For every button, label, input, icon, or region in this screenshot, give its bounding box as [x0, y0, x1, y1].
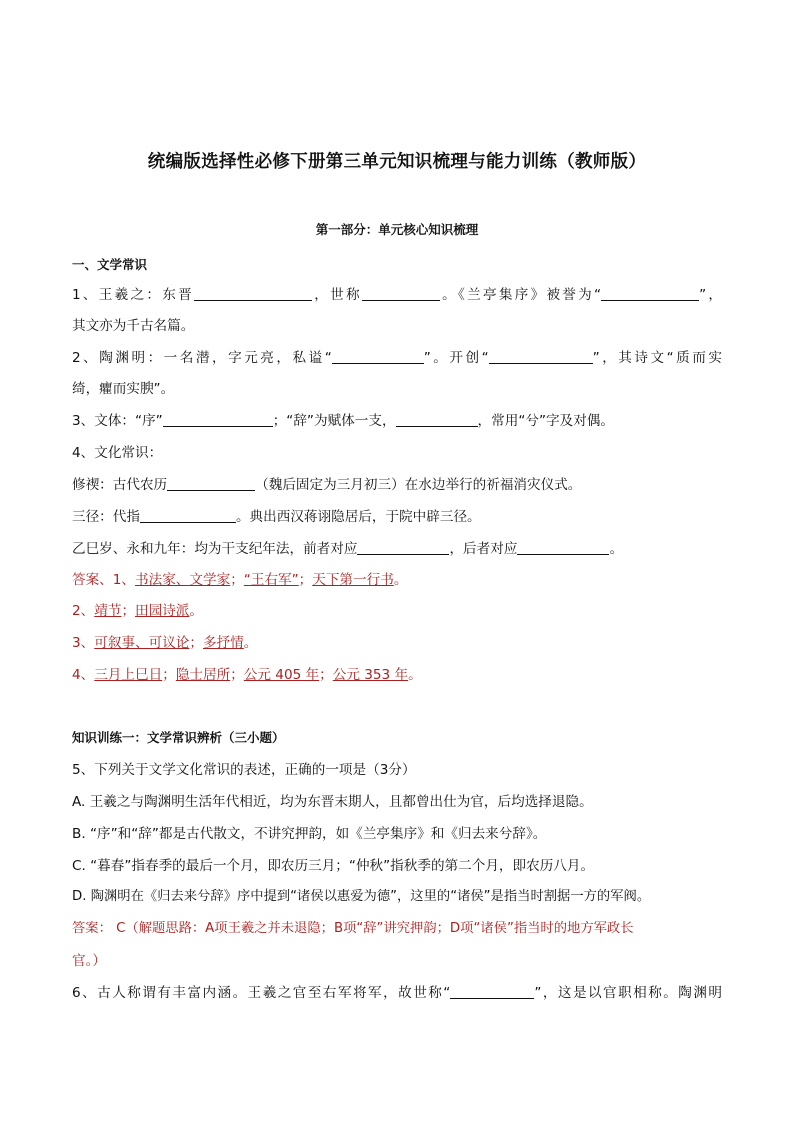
- q5-stem: 5、下列关于文学文化常识的表述，正确的一项是（3分）: [72, 762, 416, 778]
- blank-field[interactable]: [140, 508, 236, 523]
- part1-heading: 第一部分：单元核心知识梳理: [315, 222, 479, 237]
- q4-sanjing: 三径：代指 。典出西汉蒋诩隐居后，于院中辟三径。: [72, 509, 481, 525]
- answer-line-1: 答案、1、书法家、文学家；“王右军”；天下第一行书。: [72, 572, 408, 588]
- q2-line1: 2、陶渊明：一名潜，字元亮，私谥“ ”。开创“ ”，其诗文“质而实: [72, 350, 722, 366]
- blank-field[interactable]: [194, 286, 312, 301]
- q4-xiuxi: 修禊：古代农历 （魏后固定为三月初三）在水边举行的祈福消灾仪式。: [72, 477, 582, 493]
- blank-field[interactable]: [489, 349, 593, 364]
- q2-line2: 绮，癯而实腴”。: [72, 381, 175, 397]
- q5-answer-line2: 官。）: [72, 953, 106, 969]
- answer-line-3: 3、可叙事、可议论；多抒情。: [72, 635, 258, 651]
- q1-line1: 1、王羲之：东晋 ，世称 。《兰亭集序》被誉为“ ”，: [72, 287, 723, 303]
- blank-field[interactable]: [163, 412, 273, 427]
- q5-option-d: D. 陶渊明在《归去来兮辞》序中提到“诸侯以惠爱为德”，这里的“诸侯”是指当时割据一方的军阀。: [72, 889, 651, 904]
- q5-option-b: B. “序”和“辞”都是古代散文，不讲究押韵，如《兰亭集序》和《归去来兮辞》。: [72, 826, 547, 842]
- page-title: 统编版选择性必修下册第三单元知识梳理与能力训练（教师版）: [147, 152, 647, 172]
- q4-heading: 4、文化常识：: [72, 445, 163, 461]
- blank-field[interactable]: [601, 286, 699, 301]
- blank-field[interactable]: [450, 984, 534, 999]
- blank-field[interactable]: [362, 286, 440, 301]
- blank-field[interactable]: [332, 349, 424, 364]
- answer-line-2: 2、靖节；田园诗派。: [72, 603, 203, 619]
- q4-yisi: 乙巳岁、永和九年：均为干支纪年法，前者对应 ，后者对应 。: [72, 541, 624, 557]
- blank-field[interactable]: [167, 476, 255, 491]
- blank-field[interactable]: [517, 540, 609, 555]
- q3-line: 3、文体：“序” ；“辞”为赋体一支， ，常用“兮”字及对偶。: [72, 413, 614, 429]
- answer-line-4: 4、三月上巳日；隐士居所；公元 405 年；公元 353 年。: [72, 667, 422, 683]
- q5-answer-line1: 答案： C（解题思路：A项王羲之并未退隐；B项“辞”讲究押韵；D项“诸侯”指当时的地方军政长: [72, 921, 634, 936]
- training1-heading: 知识训练一：文学常识辨析（三小题）: [72, 730, 285, 745]
- q5-option-a: A. 王羲之与陶渊明生活年代相近，均为东晋末期人，且都曾出仕为官，后均选择退隐。: [72, 794, 593, 810]
- section1-heading: 一、文学常识: [72, 257, 148, 272]
- blank-field[interactable]: [357, 540, 449, 555]
- q6-line: 6、古人称谓有丰富内涵。王羲之官至右军将军，故世称“ ”，这是以官职相称。陶渊明: [72, 985, 722, 1001]
- blank-field[interactable]: [396, 412, 478, 427]
- q5-option-c: C. “暮春”指春季的最后一个月，即农历三月；“仲秋”指秋季的第二个月，即农历八月。: [72, 858, 595, 874]
- q1-line2: 其文亦为千古名篇。: [72, 318, 195, 334]
